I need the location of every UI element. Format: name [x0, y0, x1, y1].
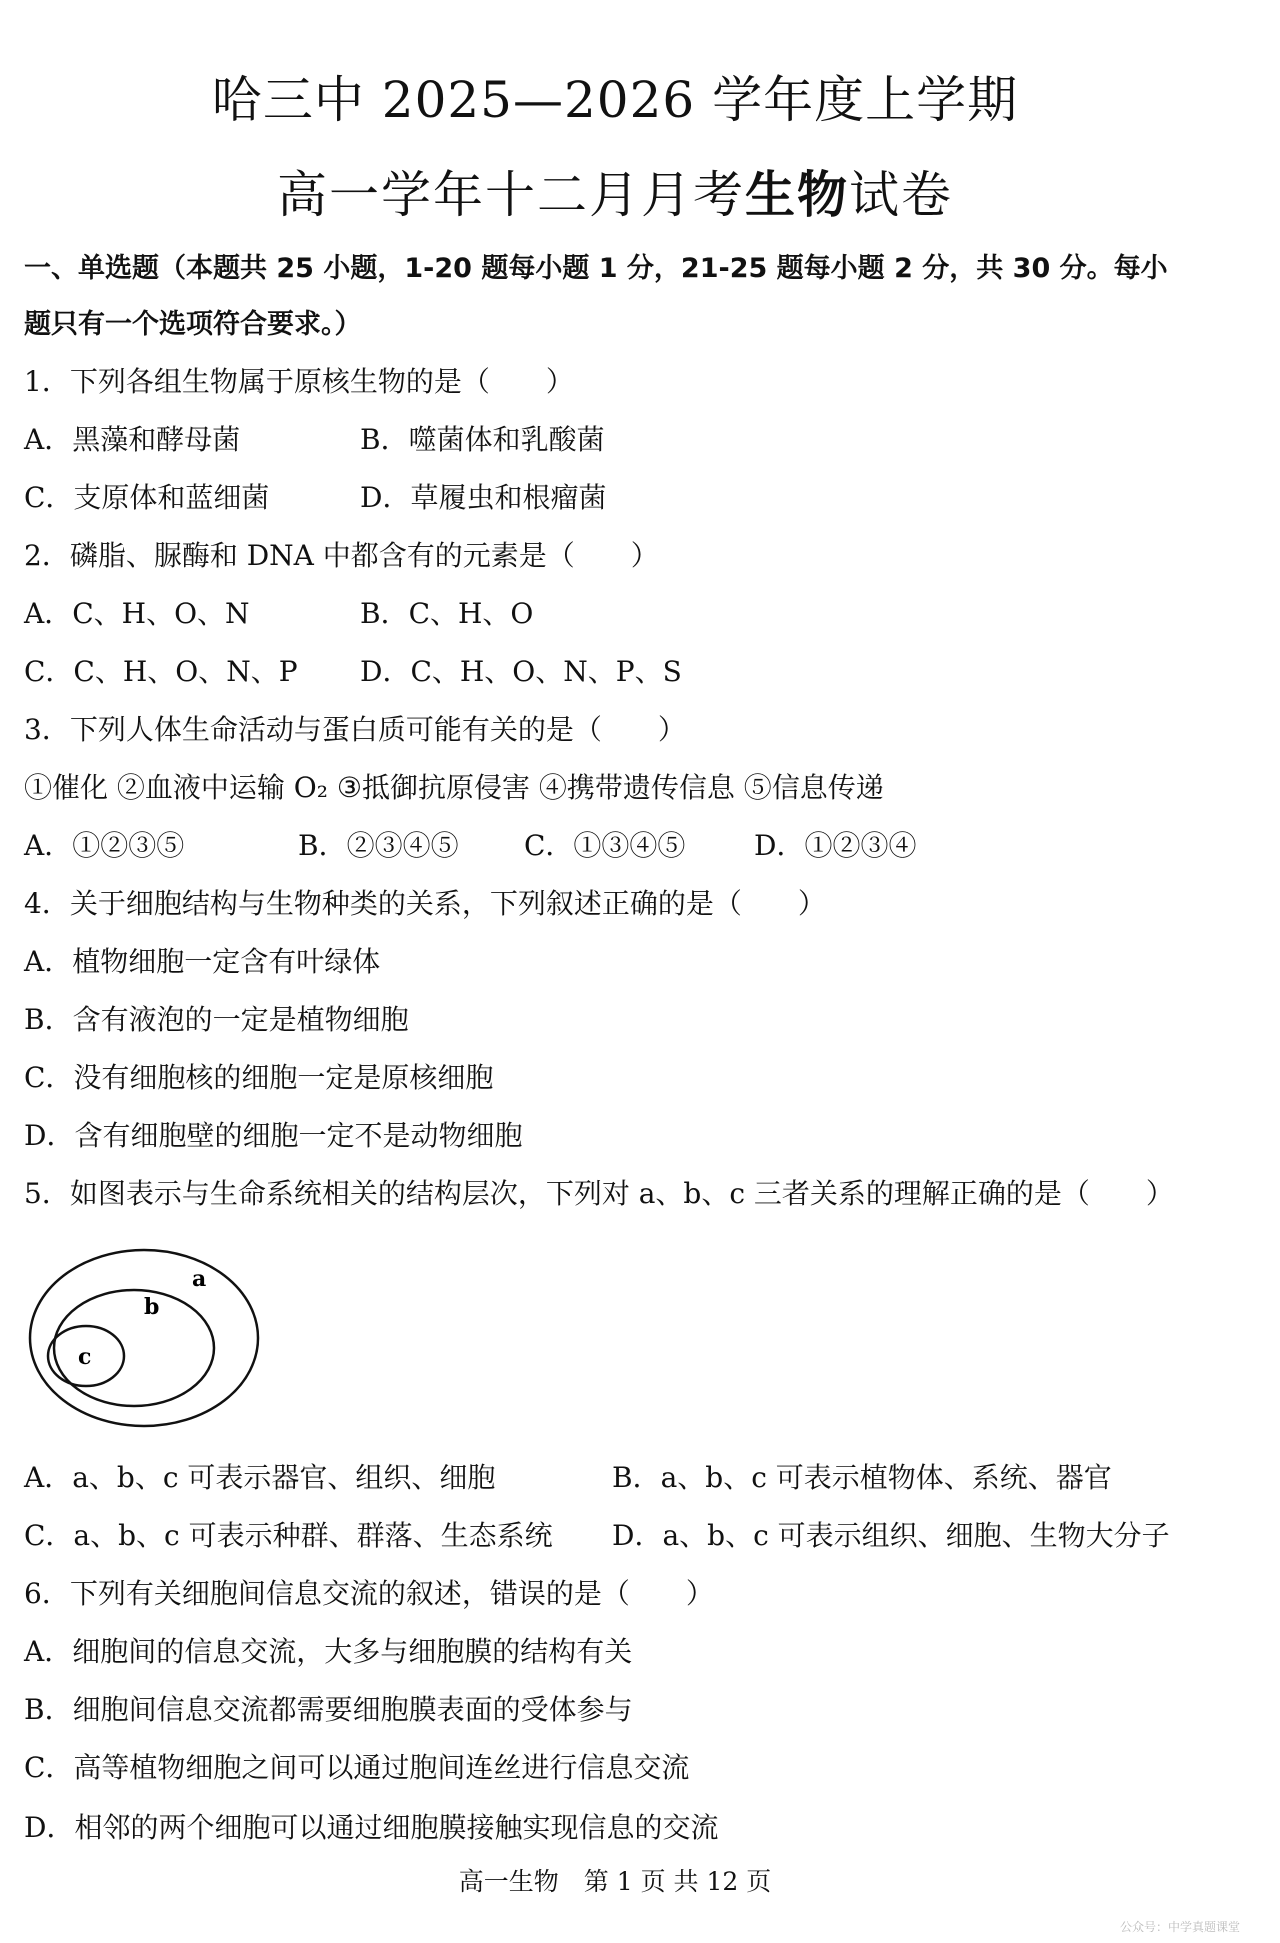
question-4-option-c: C．没有细胞核的细胞一定是原核细胞: [24, 1061, 494, 1094]
question-5-option-a: A．a、b、c 可表示器官、组织、细胞: [24, 1461, 496, 1494]
question-6-option-c: C．高等植物细胞之间可以通过胞间连丝进行信息交流: [24, 1751, 690, 1784]
page-footer: 高一生物 第 1 页 共 12 页: [458, 1867, 772, 1896]
question-6-option-a: A．细胞间的信息交流，大多与细胞膜的结构有关: [24, 1635, 633, 1668]
question-4-option-d: D．含有细胞壁的细胞一定不是动物细胞: [24, 1119, 523, 1152]
question-3-option-b: B．②③④⑤: [298, 829, 459, 862]
question-6-stem: 6．下列有关细胞间信息交流的叙述，错误的是（ ）: [24, 1577, 714, 1610]
question-5-option-b: B．a、b、c 可表示植物体、系统、器官: [612, 1461, 1112, 1494]
question-2-option-d: D．C、H、O、N、P、S: [360, 655, 682, 688]
exam-title-line1: 哈三中 2025—2026 学年度上学期: [211, 71, 1019, 129]
section-heading-line2: 题只有一个选项符合要求。）: [24, 309, 362, 340]
title-prefix: 高一学年十二月月考: [277, 166, 745, 224]
circle-a: [30, 1250, 258, 1426]
question-3-option-a: A．①②③⑤: [24, 829, 185, 862]
question-3-option-d: D．①②③④: [754, 829, 917, 862]
question-4-stem: 4．关于细胞结构与生物种类的关系，下列叙述正确的是（ ）: [24, 887, 826, 920]
question-1-option-a: A．黑藻和酵母菌: [24, 423, 241, 456]
label-a: a: [192, 1266, 207, 1292]
question-5-option-d: D．a、b、c 可表示组织、细胞、生物大分子: [612, 1519, 1170, 1552]
question-1-option-b: B．噬菌体和乳酸菌: [360, 423, 605, 456]
label-b: b: [144, 1294, 160, 1320]
question-4-option-b: B．含有液泡的一定是植物细胞: [24, 1003, 409, 1036]
question-4-option-a: A．植物细胞一定含有叶绿体: [24, 945, 381, 978]
section-heading-line1: 一、单选题（本题共 25 小题，1-20 题每小题 1 分，21-25 题每小题 2 分，共 30 分。每小: [24, 253, 1168, 284]
question-5-stem: 5．如图表示与生命系统相关的结构层次，下列对 a、b、c 三者关系的理解正确的是（ ）: [24, 1177, 1174, 1210]
question-2-option-c: C．C、H、O、N、P: [24, 655, 298, 688]
question-6-option-d: D．相邻的两个细胞可以通过细胞膜接触实现信息的交流: [24, 1811, 719, 1844]
nested-circles-figure: [24, 1238, 264, 1438]
question-2-option-a: A．C、H、O、N: [24, 597, 250, 630]
title-subject: 生物: [745, 166, 849, 224]
label-c: c: [78, 1344, 92, 1370]
question-2-option-b: B．C、H、O: [360, 597, 534, 630]
question-3-stem: 3．下列人体生命活动与蛋白质可能有关的是（ ）: [24, 713, 686, 746]
question-3-items: ①催化 ②血液中运输 O₂ ③抵御抗原侵害 ④携带遗传信息 ⑤信息传递: [24, 771, 884, 804]
exam-title-line2: [0, 155, 1230, 227]
question-1-option-d: D．草履虫和根瘤菌: [360, 481, 607, 514]
question-6-option-b: B．细胞间信息交流都需要细胞膜表面的受体参与: [24, 1693, 633, 1726]
question-5-option-c: C．a、b、c 可表示种群、群落、生态系统: [24, 1519, 553, 1552]
question-1-stem: 1．下列各组生物属于原核生物的是（ ）: [24, 365, 574, 398]
question-1-option-c: C．支原体和蓝细菌: [24, 481, 270, 514]
title-suffix: 试卷: [849, 166, 953, 224]
question-2-stem: 2．磷脂、脲酶和 DNA 中都含有的元素是（ ）: [24, 539, 659, 572]
watermark: 公众号：中学真题课堂: [1119, 1920, 1240, 1934]
question-3-option-c: C．①③④⑤: [524, 829, 686, 862]
